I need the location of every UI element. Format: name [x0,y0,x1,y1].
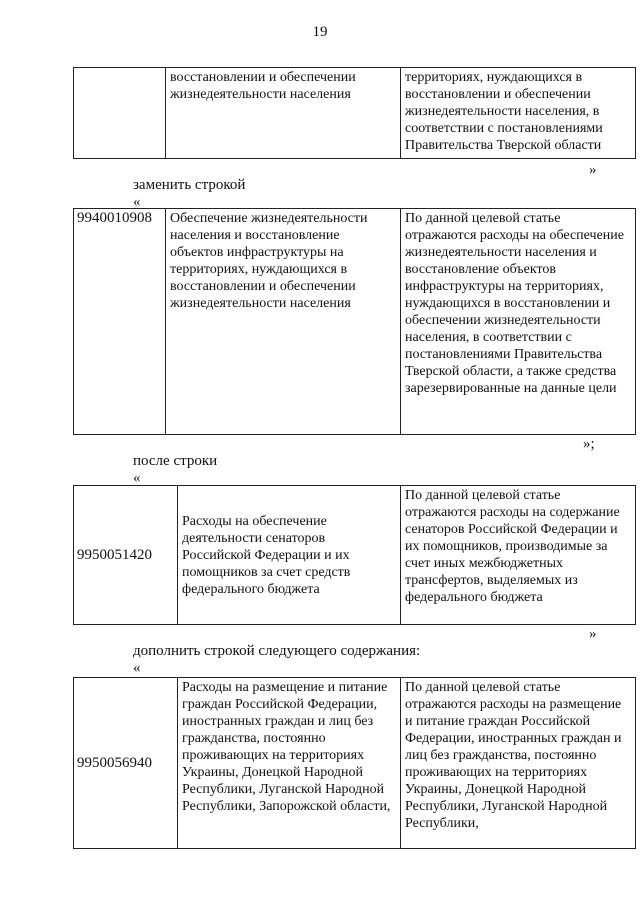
table-continuation [73,67,636,159]
close-quote: »; [583,436,595,452]
row-name-cell: Расходы на размещение и питание граждан Российской Федерации, иностранных граждан и лиц без гражданства, постоянно проживающих на территориях Украины, Донецкой Народной Республики, Луганской Народной Республики, Запорожской области, [178,678,401,849]
open-quote: « [133,470,141,486]
close-quote: » [589,626,597,642]
table-row [74,486,636,625]
after-instruction: после строки [133,453,218,469]
row-name-cell: Обеспечение жизнедеятельности населения и восстановление объектов инфраструктуры на территориях, нуждающихся в восстановлении и обеспечении жизнедеятельности населения [166,209,401,435]
row-description-cell: По данной целевой статье отражаются расходы на обеспечение жизнедеятельности населения и восстановление объектов инфраструктуры на территориях, нуждающихся в восстановлении и обеспечении жизнедеятельности населения, в соответствии с постановлениями Правительства Тверской области, а также средства зарезервированные на данные цели [401,209,636,435]
replace-instruction: заменить строкой [133,177,246,193]
row-name-cell: восстановлении и обеспечении жизнедеятельности населения [166,68,401,159]
row-code-cell [74,68,166,159]
row-description-cell: территориях, нуждающихся в восстановлении и обеспечении жизнедеятельности населения, в соответствии с постановлениями Правительства Тверской области [401,68,636,159]
row-code-cell: 9950051420 [74,486,178,625]
table-added-row [73,677,636,849]
close-quote: » [589,162,597,178]
open-quote: « [133,660,141,676]
open-quote: « [133,194,141,210]
row-description-cell: По данной целевой статье отражаются расходы на содержание сенаторов Российской Федерации и их помощников, производимые за счет иных межбюджетных трансфертов, выделяемых из федерального бюджета [401,486,636,625]
table-reference-row [73,485,636,625]
row-code-cell: 9950056940 [74,678,178,849]
table-replacement [73,208,636,435]
table-row [74,68,636,159]
table-row [74,678,636,849]
table-row [74,209,636,435]
add-instruction: дополнить строкой следующего содержания: [133,643,421,659]
row-name-cell: Расходы на обеспечение деятельности сенаторов Российской Федерации и их помощников за счет средств федерального бюджета [178,486,401,625]
page-number: 19 [312,24,328,40]
row-description-cell: По данной целевой статье отражаются расходы на размещение и питание граждан Российской Федерации, иностранных граждан и лиц без гражданства, постоянно проживающих на территориях Украины, Донецкой Народной Республики, Луганской Народной Республики, [401,678,636,849]
row-code-cell: 9940010908 [74,209,166,435]
